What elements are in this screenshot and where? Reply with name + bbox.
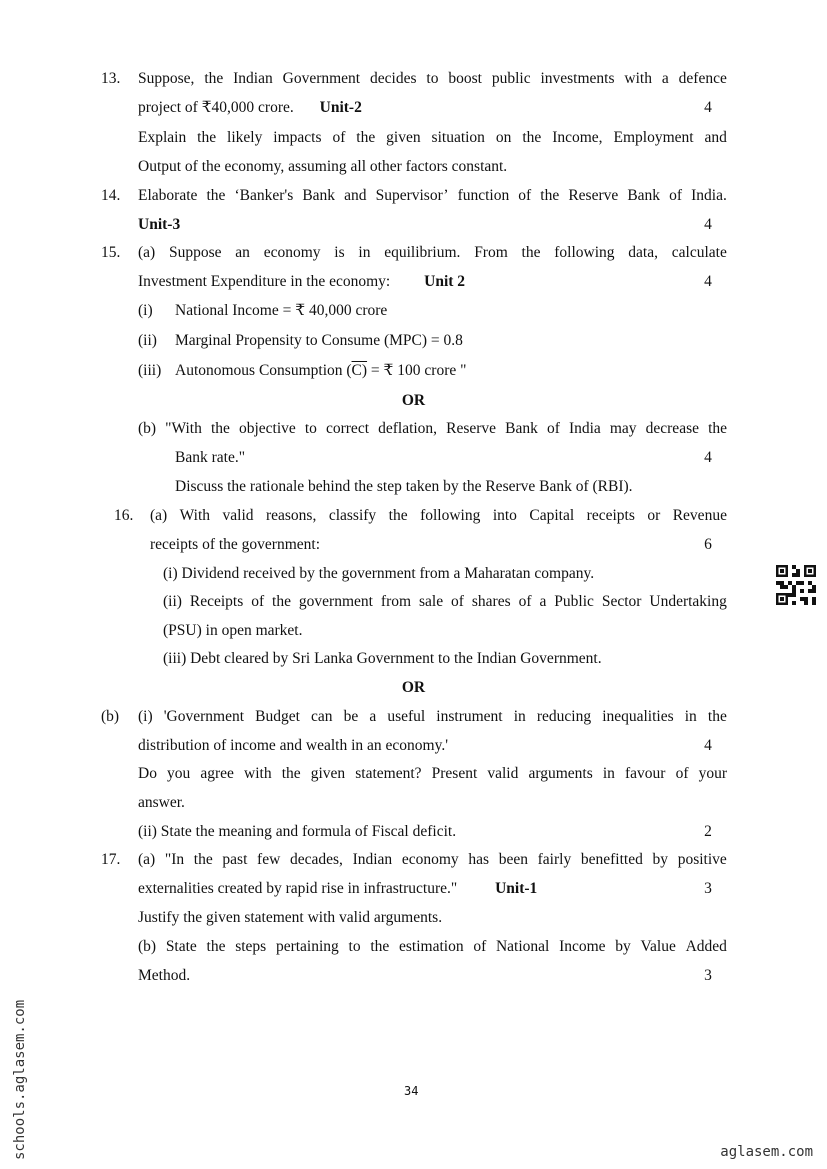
word: the: [272, 593, 291, 610]
word: equilibrium.: [384, 244, 461, 261]
q15a-unit: Unit 2: [424, 273, 466, 290]
word: been: [498, 851, 528, 868]
q16b-line-2: distribution of income and wealth in an economy.': [138, 737, 448, 754]
word: ‘Banker's: [234, 187, 294, 204]
word: investments: [540, 70, 615, 87]
word: steps: [235, 938, 267, 955]
page-number: 34: [404, 1084, 419, 1098]
word: (b): [138, 938, 157, 955]
word: Bank: [302, 187, 336, 204]
q16a-item-i: (i) Dividend received by the government from a Maharatan company.: [163, 565, 595, 582]
word: impacts: [273, 129, 322, 146]
q17a-marks: 3: [704, 880, 712, 897]
word: valid: [222, 507, 254, 524]
word: (i): [138, 708, 153, 725]
q16a-line-2: receipts of the government:: [150, 536, 321, 553]
q17a-line-3: Justify the given statement with valid arguments.: [138, 909, 443, 926]
q17b-line-2: Method.: [138, 967, 191, 984]
q16a-marks: 6: [704, 536, 712, 553]
q15-item-iii-pre: Autonomous Consumption (: [175, 362, 352, 379]
word: the: [197, 129, 217, 146]
word: Supervisor’: [375, 187, 449, 204]
word: Suppose: [168, 244, 222, 261]
word: objective: [238, 420, 296, 437]
word: the: [193, 851, 213, 868]
q17a-unit: Unit-1: [495, 880, 538, 897]
word: favour: [625, 765, 666, 782]
q15a-line-2: [138, 272, 465, 292]
q13-unit: Unit-2: [319, 99, 362, 116]
word: (b): [138, 420, 157, 437]
word: the: [356, 129, 376, 146]
word: may: [609, 420, 637, 437]
q15-number: 15.: [101, 244, 121, 261]
word: the: [540, 187, 560, 204]
watermark-url-bottom: aglasem.com: [720, 1144, 813, 1160]
word: Government: [282, 70, 361, 87]
q14-line-1: [138, 186, 727, 206]
q13-line-2-text: project of ₹40,000 crore.: [138, 99, 294, 116]
q15-item-iii-over: C): [351, 362, 368, 379]
word: boost: [448, 70, 482, 87]
q13-number: 13.: [101, 70, 121, 87]
word: of: [669, 187, 683, 204]
q16b-line-5: (ii) State the meaning and formula of Fiscal deficit.: [138, 823, 457, 840]
word: classify: [328, 507, 377, 524]
word: to: [426, 70, 439, 87]
word: Present: [431, 765, 478, 782]
word: likely: [227, 129, 263, 146]
word: valid: [487, 765, 519, 782]
word: useful: [387, 708, 426, 725]
word: India: [568, 420, 601, 437]
q17a-line-2: [138, 879, 537, 899]
q16b-label: (b): [101, 708, 120, 725]
word: from: [380, 593, 412, 610]
word: correct: [325, 420, 370, 437]
word: situation: [431, 129, 485, 146]
word: to: [304, 420, 317, 437]
word: data,: [628, 244, 658, 261]
word: economy: [263, 244, 321, 261]
word: Reserve: [446, 420, 497, 437]
q14-unit: Unit-3: [138, 216, 181, 233]
word: From: [474, 244, 508, 261]
word: sale: [418, 593, 444, 610]
word: Budget: [255, 708, 300, 725]
word: Bank: [627, 187, 661, 204]
q17b-marks: 3: [704, 967, 712, 984]
word: the: [281, 765, 301, 782]
word: given: [386, 129, 421, 146]
word: Income: [559, 938, 606, 955]
word: by: [615, 938, 631, 955]
q15-item-iii-text: [175, 361, 466, 381]
q15-item-iii-label: (iii): [138, 362, 162, 379]
word: arguments: [528, 765, 593, 782]
word: reducing: [536, 708, 592, 725]
word: Do: [138, 765, 157, 782]
word: Reserve: [568, 187, 619, 204]
word: reasons,: [265, 507, 317, 524]
word: and: [704, 129, 727, 146]
q16b-marks-2: 2: [704, 823, 712, 840]
q15a-marks: 4: [704, 273, 712, 290]
q15-item-i-text: National Income = ₹ 40,000 crore: [175, 302, 388, 319]
q16b-line-1: [138, 707, 727, 727]
q17-number: 17.: [101, 851, 121, 868]
word: (ii): [163, 593, 182, 610]
word: is: [334, 244, 345, 261]
word: few: [257, 851, 281, 868]
word: Indian: [352, 851, 393, 868]
word: Added: [685, 938, 727, 955]
word: shares: [471, 593, 511, 610]
q16a-item-ii-line-1: [163, 592, 727, 612]
word: has: [468, 851, 490, 868]
word: of: [518, 593, 532, 610]
word: by: [652, 851, 669, 868]
word: Indian: [233, 70, 273, 87]
word: economy: [401, 851, 459, 868]
word: of: [332, 129, 346, 146]
word: you: [167, 765, 191, 782]
word: estimation: [399, 938, 464, 955]
word: on: [495, 129, 512, 146]
word: defence: [678, 70, 727, 87]
q14-number: 14.: [101, 187, 121, 204]
word: in: [358, 244, 371, 261]
word: the: [206, 938, 226, 955]
word: Public: [554, 593, 594, 610]
word: statement?: [355, 765, 422, 782]
word: past: [222, 851, 248, 868]
word: (a): [138, 244, 156, 261]
q15b-line-2: Bank rate.": [175, 449, 246, 466]
word: India.: [691, 187, 727, 204]
q15-or: OR: [401, 392, 426, 409]
word: following: [554, 244, 615, 261]
word: Suppose,: [138, 70, 195, 87]
word: function: [457, 187, 510, 204]
q16-or: OR: [401, 679, 426, 696]
q14-marks: 4: [704, 216, 712, 233]
word: your: [698, 765, 727, 782]
word: a: [369, 708, 377, 725]
word: Value: [640, 938, 676, 955]
word: Capital: [529, 507, 575, 524]
q13-line-4: Output of the economy, assuming all other factors constant.: [138, 158, 508, 175]
word: the: [521, 244, 541, 261]
q17b-line-1: [138, 937, 727, 957]
q17a-line-2-text: externalities created by rapid rise in infrastructure.": [138, 880, 458, 897]
word: be: [343, 708, 359, 725]
word: a: [661, 70, 669, 87]
word: in: [602, 765, 615, 782]
q15b-line-3: Discuss the rationale behind the step taken by the Reserve Bank of (RBI).: [175, 478, 633, 495]
q16a-item-ii-line-2: (PSU) in open market.: [163, 622, 303, 639]
word: into: [492, 507, 517, 524]
word: pertaining: [275, 938, 339, 955]
q15b-line-1: [138, 419, 727, 439]
word: State: [165, 938, 197, 955]
word: of: [675, 765, 689, 782]
word: of: [546, 420, 560, 437]
q15a-line-2-text: Investment Expenditure in the economy:: [138, 273, 391, 290]
q16-number: 16.: [114, 507, 134, 524]
q16b-line-3: [138, 764, 727, 784]
word: of: [451, 593, 464, 610]
word: inequalities: [602, 708, 674, 725]
word: the: [708, 420, 727, 437]
word: (a): [150, 507, 168, 524]
word: the: [210, 420, 230, 437]
word: 'Government: [163, 708, 245, 725]
word: in: [684, 708, 697, 725]
word: Income,: [552, 129, 603, 146]
qr-code-icon: [776, 565, 816, 605]
q13-marks: 4: [704, 99, 712, 116]
word: can: [310, 708, 333, 725]
word: the: [370, 938, 390, 955]
q13-line-1: [138, 69, 727, 89]
q13-line-2: [138, 98, 362, 118]
word: decades,: [289, 851, 343, 868]
word: of: [251, 593, 265, 610]
word: Bank: [505, 420, 538, 437]
word: in: [513, 708, 526, 725]
word: following: [420, 507, 481, 524]
word: (a): [138, 851, 156, 868]
q16a-item-iii: (iii) Debt cleared by Sri Lanka Government to the Indian Government.: [163, 650, 602, 667]
q15a-line-1: [138, 243, 727, 263]
word: the: [206, 187, 226, 204]
word: with: [624, 70, 652, 87]
word: "With: [165, 420, 202, 437]
word: a: [539, 593, 547, 610]
q15-item-i-label: (i): [138, 302, 153, 319]
q15-item-iii-post: = ₹ 100 crore ": [367, 362, 467, 379]
word: the: [707, 708, 727, 725]
q16a-line-1: [150, 506, 727, 526]
word: calculate: [671, 244, 727, 261]
word: with: [244, 765, 272, 782]
word: given: [310, 765, 346, 782]
word: Employment: [613, 129, 694, 146]
q13-line-3: [138, 128, 727, 148]
word: Explain: [138, 129, 187, 146]
word: decrease: [645, 420, 699, 437]
word: public: [491, 70, 531, 87]
q15-item-ii-label: (ii): [138, 332, 157, 349]
word: "In: [164, 851, 185, 868]
q15-item-ii-text: Marginal Propensity to Consume (MPC) = 0.8: [175, 332, 463, 349]
word: and: [344, 187, 367, 204]
word: government: [298, 593, 373, 610]
word: Revenue: [672, 507, 727, 524]
word: the: [388, 507, 408, 524]
word: Receipts: [189, 593, 244, 610]
word: Undertaking: [649, 593, 727, 610]
word: to: [348, 938, 361, 955]
word: the: [204, 70, 224, 87]
word: instrument: [436, 708, 503, 725]
word: of: [518, 187, 532, 204]
word: agree: [200, 765, 234, 782]
watermark-url-side: schools.aglasem.com: [12, 999, 28, 1160]
q16b-marks-1: 4: [704, 737, 712, 754]
word: an: [235, 244, 250, 261]
word: Elaborate: [138, 187, 198, 204]
word: of: [473, 938, 487, 955]
word: Sector: [601, 593, 642, 610]
word: fairly: [537, 851, 572, 868]
word: benefitted: [580, 851, 643, 868]
word: National: [495, 938, 550, 955]
q15b-marks: 4: [704, 449, 712, 466]
word: decides: [370, 70, 417, 87]
word: positive: [677, 851, 727, 868]
word: the: [522, 129, 542, 146]
q17a-line-1: [138, 850, 727, 870]
q16b-line-4: answer.: [138, 794, 185, 811]
word: deflation,: [378, 420, 438, 437]
word: or: [647, 507, 661, 524]
word: With: [179, 507, 211, 524]
word: receipts: [586, 507, 635, 524]
